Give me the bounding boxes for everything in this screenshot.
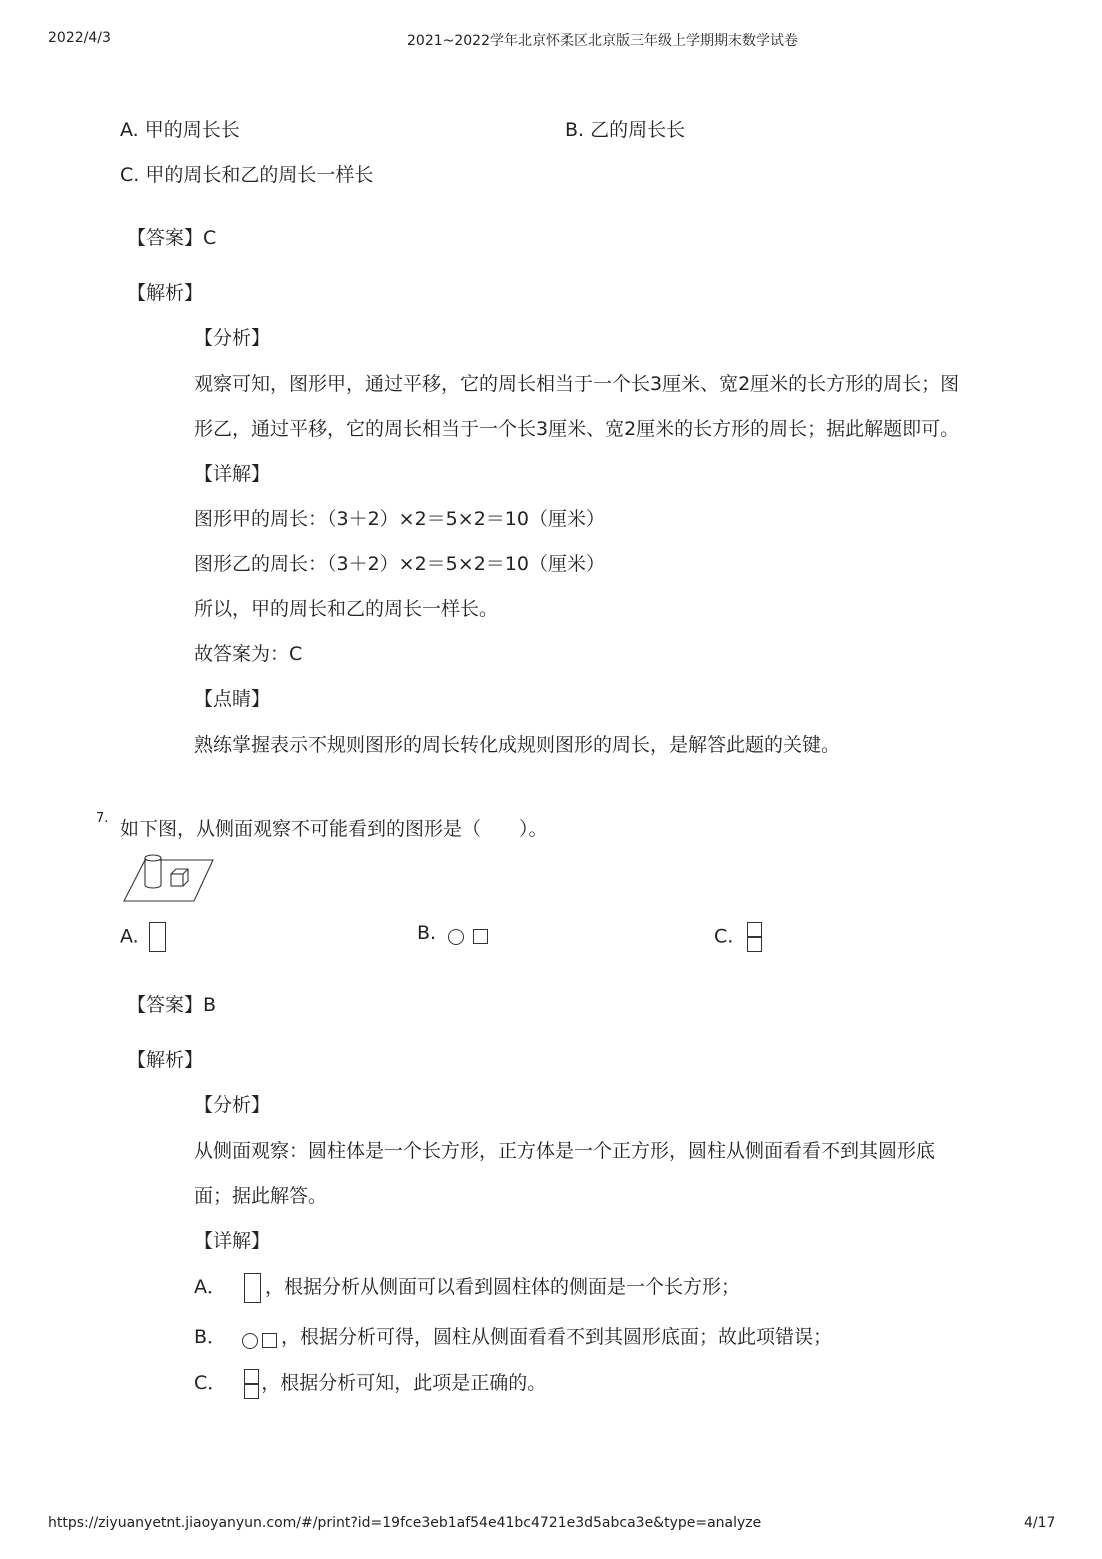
q7-solids-figure — [120, 852, 216, 904]
q7-detail-b-prefix: B． — [194, 1326, 227, 1348]
q7-option-c-label: C. — [714, 925, 734, 948]
q7-detail-a-prefix: A． — [194, 1276, 226, 1298]
stacked-squares-icon — [747, 922, 762, 952]
q7-detail-a-text: ，根据分析从侧面可以看到圆柱体的侧面是一个长方形； — [265, 1276, 741, 1298]
q6-fenxi-line2: 形乙，通过平移，它的周长相当于一个长3厘米、宽2厘米的长方形的周长；据此解题即可。 — [194, 418, 960, 440]
document-title: 2021~2022学年北京怀柔区北京版三年级上学期期末数学试卷 — [407, 33, 798, 49]
q7-number: 7. — [96, 811, 109, 826]
square-icon — [473, 929, 488, 944]
q6-dianjing-label: 【点睛】 — [194, 688, 271, 710]
page-number: 4/17 — [1024, 1515, 1056, 1531]
q7-option-c — [714, 922, 762, 952]
print-date: 2022/4/3 — [48, 30, 111, 46]
q6-dianjing-text: 熟练掌握表示不规则图形的周长转化成规则图形的周长，是解答此题的关键。 — [194, 734, 841, 756]
q7-detail-c-text: ，根据分析可知，此项是正确的。 — [261, 1372, 547, 1394]
q7-option-a — [120, 922, 166, 952]
q7-answer: 【答案】B — [127, 994, 217, 1016]
q6-perimeter-yi: 图形乙的周长：（3＋2）×2＝5×2＝10（厘米） — [194, 553, 605, 575]
circle-icon — [242, 1333, 258, 1349]
q7-xiangjie-label: 【详解】 — [194, 1230, 271, 1252]
q7-detail-a — [194, 1272, 740, 1303]
q7-option-a-label: A. — [120, 925, 139, 948]
q7-fenxi-line1: 从侧面观察：圆柱体是一个长方形，正方体是一个正方形，圆柱从侧面看看不到其圆形底 — [194, 1140, 936, 1162]
q6-xiangjie-label: 【详解】 — [194, 463, 271, 485]
q7-detail-b — [194, 1322, 832, 1349]
q6-perimeter-jia: 图形甲的周长：（3＋2）×2＝5×2＝10（厘米） — [194, 508, 605, 530]
q7-fenxi-label: 【分析】 — [194, 1094, 271, 1116]
q7-detail-b-text: ，根据分析可得，圆柱从侧面看看不到其圆形底面；故此项错误； — [281, 1326, 833, 1348]
q7-fenxi-line2: 面；据此解答。 — [194, 1185, 328, 1207]
q7-analysis-heading: 【解析】 — [127, 1049, 204, 1071]
square-icon — [262, 1333, 277, 1348]
q6-fenxi-label: 【分析】 — [194, 327, 271, 349]
tall-rectangle-icon — [244, 1273, 261, 1303]
q6-answer: 【答案】C — [127, 227, 217, 249]
q7-stem: 如下图，从侧面观察不可能看到的图形是（ ）。 — [120, 818, 548, 840]
q7-detail-c — [194, 1368, 546, 1399]
q6-option-b: B. 乙的周长长 — [565, 119, 686, 141]
page-url: https://ziyuanyetnt.jiaoyanyun.com/#/print?id=19fce3eb1af54e41bc4721e3d5abca3e&type=analyze — [48, 1515, 762, 1531]
q6-fenxi-line1: 观察可知，图形甲，通过平移，它的周长相当于一个长3厘米、宽2厘米的长方形的周长；图 — [194, 373, 960, 395]
stacked-squares-icon — [244, 1369, 259, 1399]
cube-shape — [171, 869, 188, 886]
q6-final-answer: 故答案为：C — [194, 643, 303, 665]
q6-conclusion: 所以，甲的周长和乙的周长一样长。 — [194, 598, 499, 620]
circle-icon — [448, 929, 464, 945]
q7-detail-c-prefix: C． — [194, 1372, 227, 1394]
tall-rectangle-icon — [149, 922, 166, 952]
q7-option-b-label: B. — [417, 922, 437, 944]
cylinder-shape — [145, 855, 161, 888]
q6-analysis-heading: 【解析】 — [127, 282, 204, 304]
q6-option-a: A. 甲的周长长 — [120, 119, 240, 141]
q7-option-b — [417, 922, 488, 945]
q6-option-c: C. 甲的周长和乙的周长一样长 — [120, 164, 374, 186]
